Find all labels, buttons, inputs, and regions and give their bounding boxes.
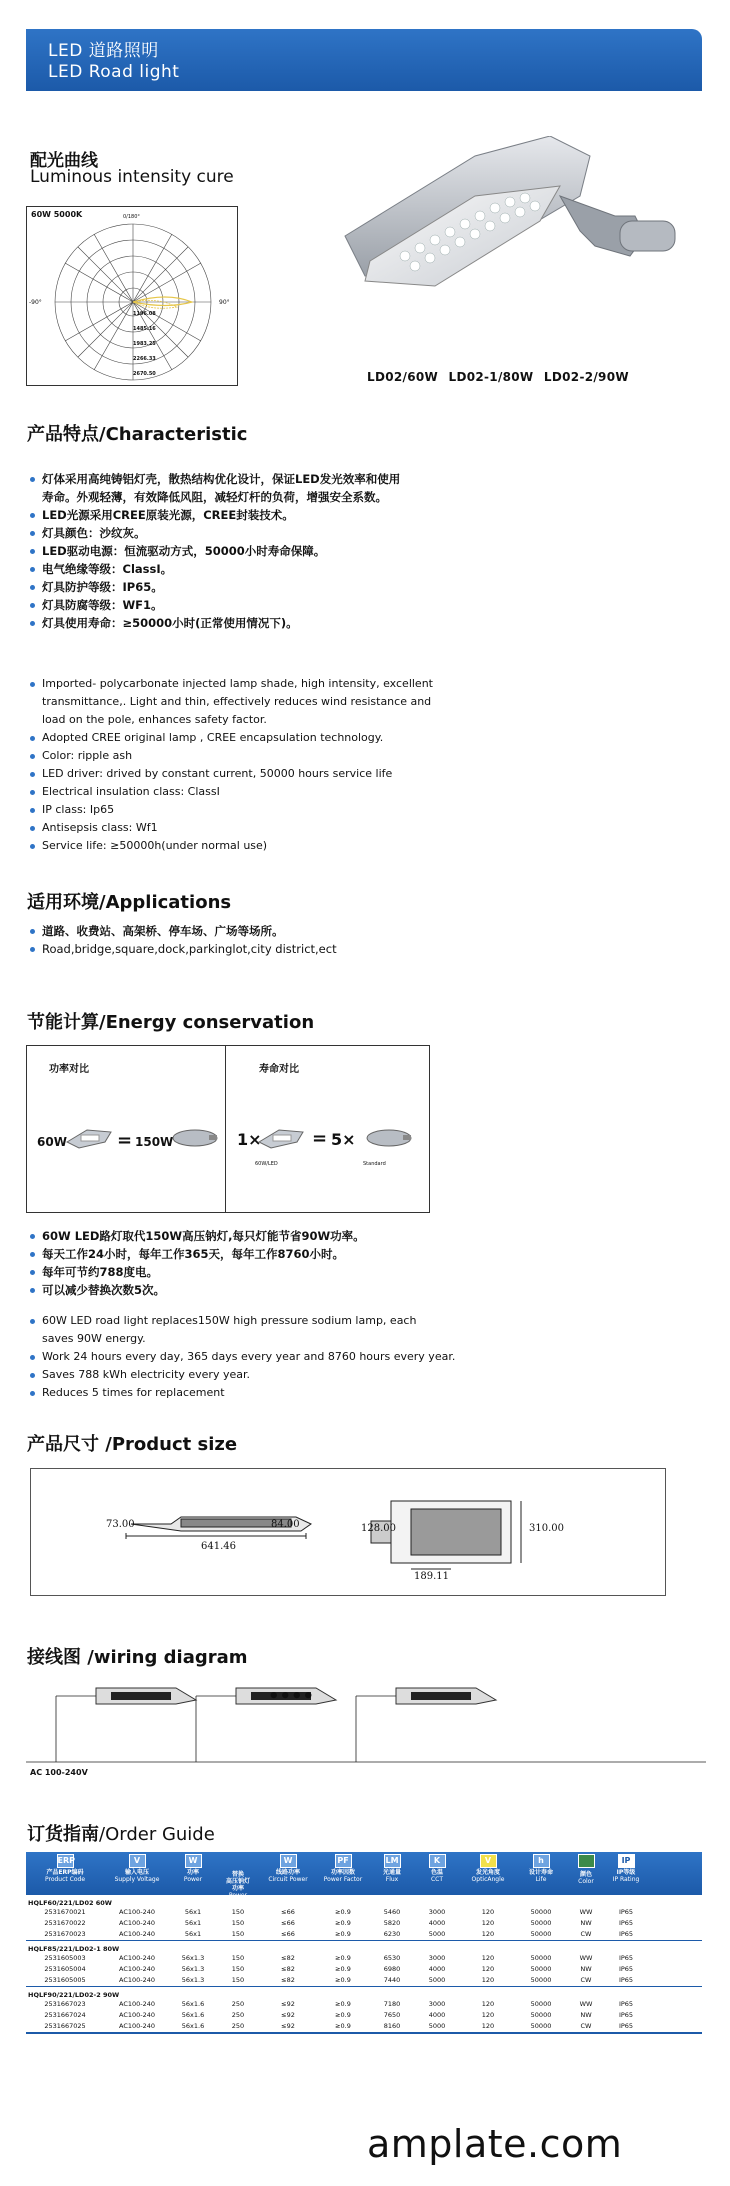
polar-ring-label: 2670.50 [133,371,156,377]
lamp-caption: Standard [363,1161,386,1167]
table-cell: 3000 [428,1954,446,1962]
column-header [606,1852,646,1895]
list-item: Reduces 5 times for replacement [30,1384,590,1402]
sodium-lamp-icon [169,1126,219,1150]
column-label-en: Flux [385,1876,399,1883]
order-guide-title [27,1820,215,1846]
column-label-en: Power [228,1892,248,1899]
table-cell: 250 [231,2011,245,2019]
table-cell: CW [580,1930,592,1938]
equals-sign: = [312,1128,328,1149]
list-item: 每年可节约788度电。 [30,1263,590,1281]
column-icon: PF [335,1854,352,1868]
table-cell: 120 [481,2011,495,2019]
table-row [26,1918,702,1929]
table-cell: ≥0.9 [335,1954,351,1962]
table-cell: 50000 [530,2022,552,2030]
table-cell: 150 [231,1965,245,1973]
table-cell: 2531667025 [44,2022,86,2030]
column-label-cn: 输入电压 [124,1869,149,1876]
luminous-title-en: Luminous intensity cure [30,167,234,187]
list-item: Work 24 hours every day, 365 days every year and 8760 hours every year. [30,1348,590,1366]
table-cell: 120 [481,1919,495,1927]
table-cell: IP65 [618,1930,634,1938]
table-row [26,1929,702,1940]
list-item: Adopted CREE original lamp , CREE encapsulation technology. [30,729,590,747]
header-title-cn: LED 道路照明 [48,41,159,61]
energy-list-en [30,1312,590,1402]
column-label-en: OpticAngle [471,1876,505,1883]
table-cell: ≤92 [281,2000,295,2008]
column-icon: h [533,1854,550,1868]
table-cell: ≥0.9 [335,1930,351,1938]
column-label-en: IP Rating [612,1876,640,1883]
table-row [26,1953,702,1964]
table-cell: WW [579,2000,593,2008]
table-cell: IP65 [618,1919,634,1927]
table-cell: ≤92 [281,2022,295,2030]
column-label-cn: 替换 高压钠灯 功率 [225,1871,250,1892]
characteristic-list-en [30,675,590,855]
column-icon: W [280,1854,297,1868]
list-item: 灯具防护等级：IP65。 [30,578,590,596]
dimension-label: 84.00 [271,1519,300,1530]
dimension-drawing [31,1469,667,1597]
column-header [316,1852,370,1895]
column-header [460,1852,516,1895]
table-cell: 50000 [530,1930,552,1938]
column-header [516,1852,566,1895]
column-label-cn: 色温 [430,1869,443,1876]
column-label-cn: 设计寿命 [528,1869,553,1876]
table-cell: 8160 [383,2022,401,2030]
list-item: Imported- polycarbonate injected lamp shade, high intensity, excellent transmittance,. Light and thin, effectively reduces wind resistance and load on the pole, enhances safety factor. [30,675,590,729]
table-cell: AC100-240 [118,1930,156,1938]
table-cell: ≥0.9 [335,1919,351,1927]
list-item: Color: ripple ash [30,747,590,765]
column-label-en: Power [183,1876,203,1883]
table-cell: 2531670022 [44,1919,86,1927]
table-cell: 7650 [383,2011,401,2019]
table-cell: AC100-240 [118,2000,156,2008]
characteristic-list-cn [30,470,590,632]
wiring-diagram [26,1670,706,1770]
column-header [414,1852,460,1895]
applications-title: 适用环境/Applications [27,892,232,913]
table-group-label: HQLF90/221/LD02-2 90W [28,1991,120,1999]
table-cell: ≤66 [281,1919,295,1927]
table-cell: 56x1.6 [181,2000,205,2008]
table-cell: 50000 [530,1908,552,1916]
list-item: 灯体采用高纯铸铝灯壳，散热结构优化设计，保证LED发光效率和使用 寿命。外观轻薄，有效降低风阻，减轻灯杆的负荷，增强安全系数。 [30,470,590,506]
table-cell: AC100-240 [118,2022,156,2030]
table-cell: 2531605005 [44,1976,86,1984]
polar-angle-top: 0/180° [123,214,140,220]
table-cell: 5000 [428,1930,446,1938]
list-item: 灯具颜色：沙纹灰。 [30,524,590,542]
table-cell: 120 [481,1965,495,1973]
multiplier-5x: 5× [331,1130,356,1149]
table-cell: ≤82 [281,1954,295,1962]
led-lamp-icon [257,1126,307,1150]
table-cell: ≥0.9 [335,2011,351,2019]
table-cell: 56x1.3 [181,1954,205,1962]
table-cell: IP65 [618,2000,634,2008]
table-cell: 50000 [530,1954,552,1962]
table-cell: 5000 [428,1976,446,1984]
table-row [26,2010,702,2021]
header-title-en: LED Road light [48,62,180,82]
column-label-cn: 功率因数 [330,1869,355,1876]
sodium-lamp-icon [363,1126,413,1150]
table-cell: 56x1 [184,1919,202,1927]
table-cell: 2531667024 [44,2011,86,2019]
table-cell: 56x1.6 [181,2022,205,2030]
table-cell: ≤66 [281,1908,295,1916]
divider [26,2032,702,2034]
wiring-title: 接线图 /wiring diagram [27,1647,248,1668]
table-row [26,1975,702,1986]
table-cell: 56x1.3 [181,1976,205,1984]
table-cell: IP65 [618,2022,634,2030]
table-cell: IP65 [618,2011,634,2019]
column-label-cn: 光通量 [382,1869,401,1876]
equals-sign: = [117,1130,133,1151]
table-cell: 56x1 [184,1908,202,1916]
column-header [566,1852,606,1895]
table-cell: ≤82 [281,1965,295,1973]
polar-ring-label: 2266.33 [133,356,156,362]
column-label-cn: IP等级 [616,1869,636,1876]
list-item: 可以减少替换次数5次。 [30,1281,590,1299]
column-icon: LM [384,1854,401,1868]
dimension-label: 128.00 [361,1523,396,1534]
table-cell: IP65 [618,1965,634,1973]
column-header [170,1852,216,1895]
divider [225,1046,226,1212]
column-icon: V [480,1854,497,1868]
table-cell: 120 [481,2000,495,2008]
table-row [26,2021,702,2032]
table-header [26,1852,702,1899]
column-icon: K [429,1854,446,1868]
column-label-en: Color [578,1878,594,1885]
column-icon: IP [618,1854,635,1868]
table-cell: 2531605004 [44,1965,86,1973]
column-icon [230,1854,247,1868]
table-cell: 56x1.6 [181,2011,205,2019]
table-cell: 50000 [530,1919,552,1927]
table-cell: ≤92 [281,2011,295,2019]
list-item: LED光源采用CREE原装光源，CREE封装技术。 [30,506,590,524]
column-icon [578,1854,595,1868]
column-header [104,1852,170,1895]
table-cell: 250 [231,2022,245,2030]
table-cell: 3000 [428,2000,446,2008]
power-compare-label: 功率对比 [49,1064,89,1075]
table-cell: AC100-240 [118,1965,156,1973]
column-header [26,1852,104,1895]
table-cell: 3000 [428,1908,446,1916]
table-cell: 6980 [383,1965,401,1973]
product-size-title: 产品尺寸 /Product size [27,1434,238,1455]
polar-ring-label: 1485.16 [133,326,156,332]
applications-list [30,922,590,958]
table-cell: 5820 [383,1919,401,1927]
table-cell: 2531670021 [44,1908,86,1916]
polar-diagram [26,206,238,386]
polar-ring-label: 1983.25 [133,341,156,347]
polar-angle-left: -90° [29,299,42,306]
dimension-label: 189.11 [414,1571,449,1582]
table-cell: 4000 [428,1919,446,1927]
order-guide-table [26,1852,702,2034]
table-cell: AC100-240 [118,1919,156,1927]
brand-watermark: amplate.com [367,2122,623,2166]
table-cell: 120 [481,1930,495,1938]
list-item: Saves 788 kWh electricity every year. [30,1366,590,1384]
table-cell: CW [580,1976,592,1984]
table-row [26,1964,702,1975]
column-label-en: Circuit Power [268,1876,308,1883]
table-cell: 50000 [530,1965,552,1973]
dimension-label: 310.00 [529,1523,564,1534]
table-cell: ≥0.9 [335,1965,351,1973]
life-compare-label: 寿命对比 [259,1064,299,1075]
column-label-cn: 发光角度 [475,1869,500,1876]
table-cell: 7180 [383,2000,401,2008]
energy-comparison-box [26,1045,430,1213]
list-item: 60W LED road light replaces150W high pressure sodium lamp, each saves 90W energy. [30,1312,590,1348]
dimension-label: 641.46 [201,1541,236,1552]
table-cell: 6530 [383,1954,401,1962]
power-150w: 150W [135,1135,174,1149]
list-item: 灯具防腐等级：WF1。 [30,596,590,614]
column-header [260,1852,316,1895]
column-label-en: Life [535,1876,547,1883]
table-cell: WW [579,1954,593,1962]
table-cell: AC100-240 [118,1976,156,1984]
table-cell: IP65 [618,1976,634,1984]
table-cell: 50000 [530,2011,552,2019]
table-cell: 150 [231,1908,245,1916]
column-label-en: Power Factor [323,1876,363,1883]
table-cell: ≥0.9 [335,2022,351,2030]
table-cell: 5000 [428,2022,446,2030]
column-label-cn: 功率 [186,1869,199,1876]
list-item: Electrical insulation class: ClassⅠ [30,783,590,801]
list-item: IP class: Ip65 [30,801,590,819]
luminous-title-cn: 配光曲线 [30,151,98,171]
table-cell: ≥0.9 [335,2000,351,2008]
table-cell: IP65 [618,1954,634,1962]
column-label-cn: 产品ERP编码 [46,1869,84,1876]
table-cell: 120 [481,2022,495,2030]
list-item: Road,bridge,square,dock,parkinglot,city district,ect [30,940,590,958]
characteristic-title: 产品特点/Characteristic [27,424,248,445]
table-cell: 7440 [383,1976,401,1984]
energy-title: 节能计算/Energy conservation [27,1012,315,1033]
list-item: 电气绝缘等级：ClassⅠ。 [30,560,590,578]
table-row [26,1999,702,2010]
table-body [26,1895,702,2034]
column-icon: ERP [57,1854,74,1868]
table-cell: 2531670023 [44,1930,86,1938]
table-cell: NW [580,1965,592,1973]
table-cell: NW [580,1919,592,1927]
order-guide-title-en: /Order Guide [99,1824,215,1845]
column-label-cn: 颜色 [579,1871,592,1878]
table-cell: 6230 [383,1930,401,1938]
table-cell: 4000 [428,2011,446,2019]
table-cell: IP65 [618,1908,634,1916]
led-lamp-icon [65,1126,115,1150]
table-cell: 4000 [428,1965,446,1973]
column-header [216,1852,260,1899]
list-item: Antisepsis class: Wf1 [30,819,590,837]
list-item: 灯具使用寿命：≥50000小时(正常使用情况下)。 [30,614,590,632]
table-cell: AC100-240 [118,1908,156,1916]
table-cell: 150 [231,1976,245,1984]
list-item: LED驱动电源：恒流驱动方式，50000小时寿命保障。 [30,542,590,560]
model-numbers: LD02/60W LD02-1/80W LD02-2/90W [367,370,629,384]
polar-ring-label: 1196.08 [133,311,156,317]
table-cell: 250 [231,2000,245,2008]
table-cell: 2531667023 [44,2000,86,2008]
product-size-drawing [30,1468,666,1596]
column-label-cn: 线路功率 [275,1869,300,1876]
list-item: 60W LED路灯取代150W高压钠灯,每只灯能节省90W功率。 [30,1227,590,1245]
table-cell: AC100-240 [118,1954,156,1962]
table-cell: ≥0.9 [335,1908,351,1916]
table-cell: CW [580,2022,592,2030]
column-label-en: CCT [430,1876,444,1883]
column-icon: V [129,1854,146,1868]
column-header [370,1852,414,1895]
lamp-caption: 60W/LED [255,1161,278,1167]
list-item: LED driver: drived by constant current, 50000 hours service life [30,765,590,783]
multiplier-1x: 1× [237,1130,262,1149]
polar-ring-labels [133,307,156,382]
column-label-en: Supply Voltage [114,1876,160,1883]
power-60w: 60W [37,1135,67,1149]
list-item: Service life: ≥50000h(under normal use) [30,837,590,855]
table-cell: 5460 [383,1908,401,1916]
table-cell: 120 [481,1976,495,1984]
table-cell: 50000 [530,1976,552,1984]
table-cell: ≤82 [281,1976,295,1984]
table-cell: NW [580,2011,592,2019]
order-guide-title-cn: 订货指南 [27,1824,99,1845]
table-cell: ≤66 [281,1930,295,1938]
polar-angle-right: 90° [219,299,230,306]
column-icon: W [185,1854,202,1868]
table-cell: 150 [231,1919,245,1927]
table-group-label: HQLF85/221/LD02-1 80W [28,1945,120,1953]
table-cell: 120 [481,1954,495,1962]
table-cell: ≥0.9 [335,1976,351,1984]
table-group-label: HQLF60/221/LD02 60W [28,1899,112,1907]
table-cell: 56x1.3 [181,1965,205,1973]
wiring-ellipsis: •••• [268,1686,315,1707]
street-light-image [325,136,705,356]
energy-list-cn [30,1227,590,1299]
table-row [26,1907,702,1918]
table-cell: AC100-240 [118,2011,156,2019]
column-label-en: Product Code [44,1876,86,1883]
dimension-label: 73.00 [106,1519,135,1530]
polar-label: 60W 5000K [31,210,83,219]
wiring-voltage-label: AC 100-240V [30,1768,88,1777]
table-cell: 150 [231,1954,245,1962]
list-item: 道路、收费站、高架桥、停车场、广场等场所。 [30,922,590,940]
table-cell: 120 [481,1908,495,1916]
table-cell: 150 [231,1930,245,1938]
table-cell: 2531605003 [44,1954,86,1962]
page-header [26,29,702,91]
list-item: 每天工作24小时，每年工作365天，每年工作8760小时。 [30,1245,590,1263]
table-cell: WW [579,1908,593,1916]
table-cell: 50000 [530,2000,552,2008]
table-cell: 56x1 [184,1930,202,1938]
